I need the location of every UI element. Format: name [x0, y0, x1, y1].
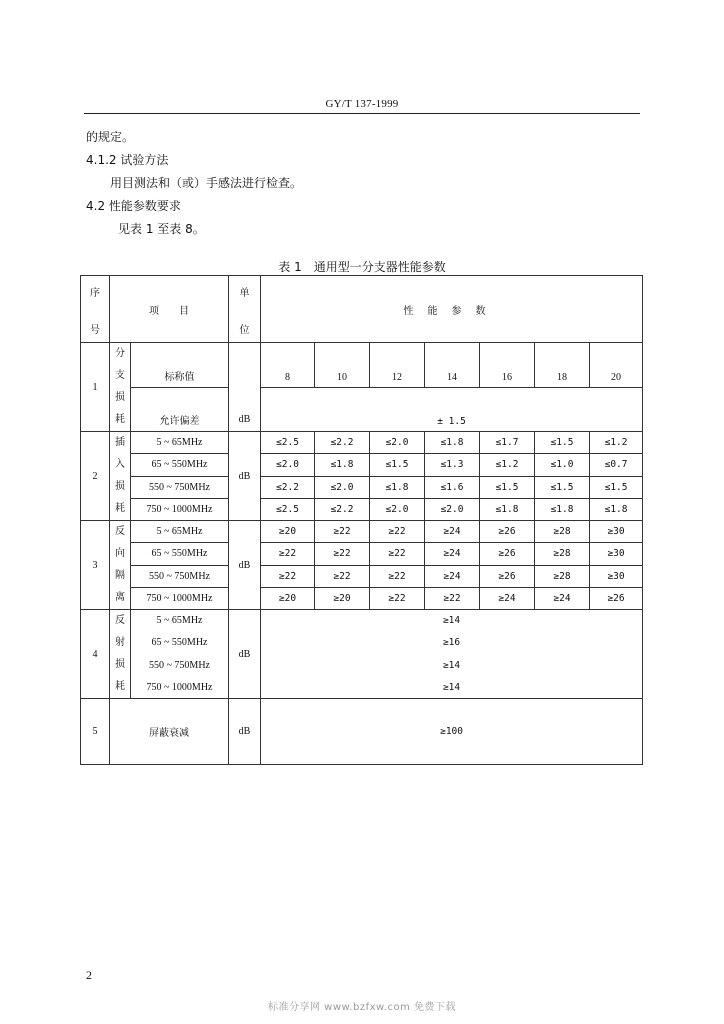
value-cell: ≥20 [261, 587, 315, 609]
nominal-value: 8 [261, 343, 315, 388]
frequency-band: 5 ~ 65MHz [131, 521, 229, 543]
row-2-group-char: 耗 [115, 503, 125, 514]
value-cell: ≥30 [590, 543, 643, 565]
value-cell: ≤1.5 [590, 476, 643, 498]
row-3-group-char: 向 [115, 548, 125, 559]
value-cell: ≤2.0 [425, 498, 480, 520]
row-4-group-char: 损 [115, 659, 125, 670]
value-cell: ≥24 [425, 565, 480, 587]
row-4-group-char: 射 [115, 637, 125, 648]
nominal-value: 14 [425, 343, 480, 388]
row-1-group-char: 分 [115, 348, 125, 359]
table-row [81, 654, 643, 676]
header-unit-bottom: 位 [239, 325, 250, 336]
row-1-group-char: 损 [115, 392, 125, 403]
value-cell: ≤2.5 [261, 498, 315, 520]
table-row [81, 521, 643, 543]
value-cell: ≥22 [261, 543, 315, 565]
header-seq-top: 序 [90, 288, 100, 299]
header-params-label: 性能参数 [403, 305, 500, 317]
row-1-tolerance-label: 允许偏差 [131, 387, 229, 432]
value-cell: ≥22 [315, 521, 370, 543]
row-3-group-char: 隔 [115, 570, 125, 581]
row-5-label: 屏蔽衰减 [110, 699, 229, 765]
nominal-value: 12 [370, 343, 425, 388]
value-cell: ≥24 [535, 587, 590, 609]
table-row [81, 699, 643, 765]
frequency-band: 550 ~ 750MHz [131, 476, 229, 498]
row-3-unit: dB [229, 521, 261, 610]
row-2-group-char: 入 [115, 459, 125, 470]
value-cell: ≤1.8 [480, 498, 535, 520]
table-row [81, 587, 643, 609]
value-cell: ≥22 [370, 543, 425, 565]
frequency-band: 65 ~ 550MHz [131, 632, 229, 654]
value-cell: ≤2.0 [370, 498, 425, 520]
page-number: 2 [86, 968, 92, 982]
nominal-value: 20 [590, 343, 643, 388]
row-2-group-char: 损 [115, 481, 125, 492]
table-caption: 表 1 通用型一分支器性能参数 [278, 260, 446, 274]
row-1-group [110, 343, 131, 432]
row-2-group [110, 432, 131, 521]
value-cell: ≥26 [480, 543, 535, 565]
row-1-seq: 1 [81, 343, 110, 432]
watermark: 标准分享网 www.bzfxw.com 免费下载 [268, 1002, 456, 1013]
value-cell: ≤1.5 [370, 454, 425, 476]
value-cell: ≥30 [590, 565, 643, 587]
frequency-band: 750 ~ 1000MHz [131, 498, 229, 520]
value-cell: ≥26 [590, 587, 643, 609]
value-cell: ≤1.5 [535, 432, 590, 454]
table-row [81, 565, 643, 587]
header-seq [81, 276, 110, 343]
table-row [81, 432, 643, 454]
value-cell: ≤1.6 [425, 476, 480, 498]
value-cell: ≥26 [480, 521, 535, 543]
value-cell: ≥22 [370, 565, 425, 587]
row-3-seq: 3 [81, 521, 110, 610]
value-cell: ≥28 [535, 543, 590, 565]
row-1-nominal-label: 标称值 [131, 343, 229, 388]
value-cell: ≤2.0 [261, 454, 315, 476]
row-4-group-char: 反 [115, 615, 125, 626]
table-header-row [81, 276, 643, 343]
header-unit [229, 276, 261, 343]
frequency-band: 5 ~ 65MHz [131, 610, 229, 632]
value-cell: ≥24 [425, 521, 480, 543]
value-cell: ≥30 [590, 521, 643, 543]
table-row [81, 676, 643, 698]
value-cell: ≥28 [535, 521, 590, 543]
table-row [81, 543, 643, 565]
value-cell: ≤1.8 [425, 432, 480, 454]
frequency-band: 750 ~ 1000MHz [131, 676, 229, 698]
table-row [81, 610, 643, 632]
header-params [261, 276, 643, 343]
row-1-unit: dB [229, 343, 261, 432]
value-cell: ≥24 [480, 587, 535, 609]
value-cell: ≥22 [370, 587, 425, 609]
row-2-unit: dB [229, 432, 261, 521]
value-cell: ≤2.0 [315, 476, 370, 498]
row-3-group-char: 离 [115, 592, 125, 603]
table-row [81, 343, 643, 388]
value-cell: ≤1.2 [590, 432, 643, 454]
frequency-band: 5 ~ 65MHz [131, 432, 229, 454]
row-2-seq: 2 [81, 432, 110, 521]
value-cell: ≥22 [261, 565, 315, 587]
value-cell: ≥22 [370, 521, 425, 543]
row-1-group-char: 支 [115, 370, 125, 381]
value-cell: ≥14 [261, 610, 643, 632]
header-unit-top: 单 [239, 288, 250, 299]
table-row [81, 498, 643, 520]
standard-code: GY/T 137-1999 [325, 98, 399, 110]
nominal-value: 18 [535, 343, 590, 388]
frequency-band: 550 ~ 750MHz [131, 654, 229, 676]
performance-table [80, 275, 643, 765]
value-cell: ≤2.0 [370, 432, 425, 454]
value-cell: ≥22 [315, 565, 370, 587]
body-line-1: 的规定。 [86, 130, 135, 144]
table-row [81, 632, 643, 654]
value-cell: ≥22 [315, 543, 370, 565]
value-cell: ≥20 [261, 521, 315, 543]
table-row [81, 454, 643, 476]
value-cell: ≤1.3 [425, 454, 480, 476]
value-cell: ≤1.8 [535, 498, 590, 520]
section-4-2-heading: 4.2 性能参数要求 [86, 199, 181, 213]
value-cell: ≥16 [261, 632, 643, 654]
value-cell: ≤0.7 [590, 454, 643, 476]
value-cell: ≤1.7 [480, 432, 535, 454]
value-cell: ≤2.2 [315, 498, 370, 520]
frequency-band: 750 ~ 1000MHz [131, 587, 229, 609]
row-3-group-char: 反 [115, 526, 125, 537]
value-cell: ≤1.8 [370, 476, 425, 498]
value-cell: ≤2.2 [261, 476, 315, 498]
value-cell: ≤1.5 [535, 476, 590, 498]
frequency-band: 65 ~ 550MHz [131, 454, 229, 476]
row-4-unit: dB [229, 610, 261, 699]
body-line-3: 用目测法和（或）手感法进行检查。 [110, 176, 303, 190]
value-cell: ≥24 [425, 543, 480, 565]
value-cell: ≥100 [261, 699, 643, 765]
value-cell: ≤2.2 [315, 432, 370, 454]
header-seq-bottom: 号 [90, 325, 100, 336]
table-row [81, 476, 643, 498]
row-2-group-char: 插 [115, 437, 125, 448]
row-3-group [110, 521, 131, 610]
value-cell: ≥14 [261, 676, 643, 698]
value-cell: ≤1.8 [315, 454, 370, 476]
nominal-value: 16 [480, 343, 535, 388]
value-cell: ≤1.0 [535, 454, 590, 476]
body-line-5: 见表 1 至表 8。 [118, 222, 205, 236]
value-cell: ≥22 [425, 587, 480, 609]
value-cell: ≤1.2 [480, 454, 535, 476]
value-cell: ≥28 [535, 565, 590, 587]
value-cell: ≥20 [315, 587, 370, 609]
value-cell: ≥14 [261, 654, 643, 676]
row-4-group [110, 610, 131, 699]
tolerance-value: ± 1.5 [261, 387, 643, 432]
nominal-value: 10 [315, 343, 370, 388]
frequency-band: 65 ~ 550MHz [131, 543, 229, 565]
table-row [81, 387, 643, 432]
row-1-group-char: 耗 [115, 414, 125, 425]
value-cell: ≤1.8 [590, 498, 643, 520]
frequency-band: 550 ~ 750MHz [131, 565, 229, 587]
header-rule [84, 113, 640, 114]
section-4-1-2-heading: 4.1.2 试验方法 [86, 153, 169, 167]
header-item: 项 目 [110, 276, 229, 343]
row-5-seq: 5 [81, 699, 110, 765]
value-cell: ≥26 [480, 565, 535, 587]
row-4-seq: 4 [81, 610, 110, 699]
row-4-group-char: 耗 [115, 681, 125, 692]
value-cell: ≤1.5 [480, 476, 535, 498]
row-5-unit: dB [229, 699, 261, 765]
value-cell: ≤2.5 [261, 432, 315, 454]
